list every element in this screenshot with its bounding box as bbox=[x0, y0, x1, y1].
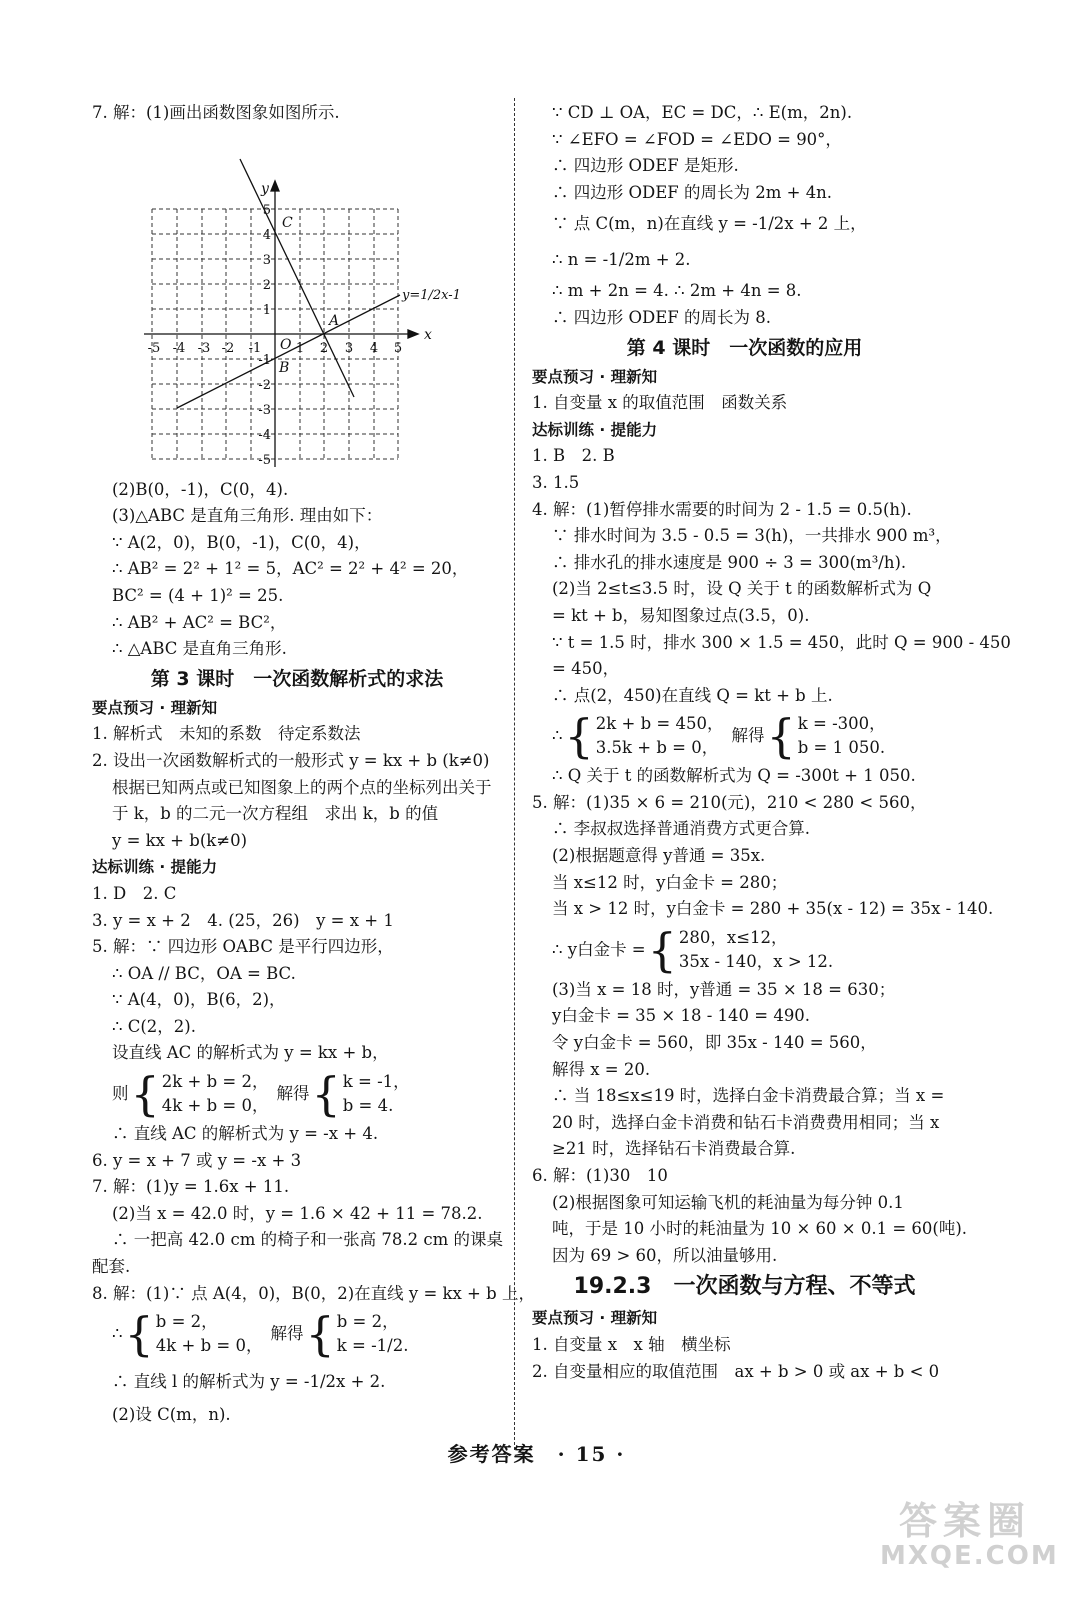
section-heading: 达标训练 · 提能力 bbox=[92, 858, 218, 877]
system-prefix: ∴ bbox=[112, 1324, 123, 1344]
y-axis-label: y bbox=[261, 180, 269, 197]
text-line: 2. 设出一次函数解析式的一般形式 y = kx + b (k≠0) bbox=[92, 750, 490, 770]
text-line: ∴ 当 18≤x≤19 时，选择白金卡消费最合算；当 x = bbox=[552, 1086, 945, 1106]
text-line: 3. 1.5 bbox=[532, 472, 580, 492]
solve-label: 解得 bbox=[276, 1084, 310, 1104]
function-graph bbox=[92, 127, 502, 477]
system-solution bbox=[798, 712, 886, 760]
point-c-label: C bbox=[282, 214, 293, 231]
watermark-url: MXQE.COM bbox=[880, 1541, 1059, 1571]
text-line: (2)当 x = 42.0 时，y = 1.6 × 42 + 11 = 78.2. bbox=[112, 1203, 483, 1223]
text-line: ∴ 点(2，450)在直线 Q = kt + b 上. bbox=[552, 685, 833, 705]
equation: 2k + b = 450， bbox=[595, 714, 724, 734]
text-line: ∴ 直线 AC 的解析式为 y = -x + 4. bbox=[112, 1124, 379, 1144]
text-line: 4. 解：(1)暂停排水需要的时间为 2 - 1.5 = 0.5(h). bbox=[532, 499, 912, 519]
text-line: 5. 解：(1)35 × 6 = 210(元)，210 < 280 < 560， bbox=[532, 792, 927, 812]
y-tick: -5 bbox=[258, 452, 271, 468]
left-brace: { bbox=[305, 1307, 335, 1362]
text-line: 1. D 2. C bbox=[92, 883, 177, 903]
text-line: 3. y = x + 2 4. (25，26) y = x + 1 bbox=[92, 910, 394, 930]
text-line: ∵ 点 C(m，n)在直线 y = -1/2x + 2 上， bbox=[552, 214, 867, 234]
text-line: (2)根据题意得 y普通 = 35x. bbox=[552, 846, 766, 866]
equation: b = 2， bbox=[336, 1312, 399, 1332]
solve-label: 解得 bbox=[270, 1324, 304, 1344]
text-line: (3)△ABC 是直角三角形. 理由如下： bbox=[112, 506, 383, 526]
left-brace: { bbox=[766, 709, 796, 764]
text-line: ∵ A(2，0)，B(0，-1)，C(0，4)， bbox=[112, 532, 371, 552]
text-line: 1. 解析式 未知的系数 待定系数法 bbox=[92, 724, 361, 744]
y-tick: 1 bbox=[262, 302, 271, 318]
equation-system bbox=[532, 709, 957, 763]
x-tick: 1 bbox=[295, 340, 305, 356]
text-line: ∴ m + 2n = 4. ∴ 2m + 4n = 8. bbox=[552, 281, 802, 301]
text-line: 5. 解：∵ 四边形 OABC 是平行四边形， bbox=[92, 937, 394, 957]
equation: k = -300， bbox=[797, 714, 886, 734]
equation: 280，x≤12， bbox=[678, 927, 788, 947]
system-equations bbox=[162, 1070, 269, 1118]
text-line: ∴ Q 关于 t 的函数解析式为 Q = -300t + 1 050. bbox=[552, 766, 916, 786]
left-brace: { bbox=[130, 1067, 160, 1122]
x-tick: -4 bbox=[172, 340, 186, 356]
watermark-logo bbox=[880, 1490, 1059, 1571]
text-line: ∵ ∠EFO = ∠FOD = ∠EDO = 90°， bbox=[552, 129, 842, 149]
page-footer: 参考答案 · 15 · bbox=[447, 1442, 626, 1466]
text-line: 6. 解：(1)30 10 bbox=[532, 1166, 668, 1185]
text-line: ∴ 四边形 ODEF 是矩形. bbox=[552, 156, 739, 176]
piecewise-cases bbox=[679, 926, 833, 974]
text-line: = kt + b，易知图象过点(3.5，0). bbox=[552, 605, 810, 625]
text-line: 设直线 AC 的解析式为 y = kx + b， bbox=[112, 1043, 389, 1063]
text-line: 20 时，选择白金卡消费和钻石卡消费费用相同；当 x bbox=[552, 1112, 940, 1132]
equation: 4k + b = 0， bbox=[161, 1096, 269, 1116]
x-tick: 2 bbox=[319, 340, 329, 356]
equation-system bbox=[92, 1307, 502, 1361]
text-line: ∴ 四边形 ODEF 的周长为 2m + 4n. bbox=[552, 182, 833, 202]
text-line: 6. y = x + 7 或 y = -x + 3 bbox=[92, 1150, 302, 1170]
text-line: BC² = (4 + 1)² = 25. bbox=[112, 585, 284, 605]
system-equations bbox=[596, 712, 724, 760]
text-line: ∴ △ABC 是直角三角形. bbox=[112, 639, 287, 659]
text-line: 根据已知两点或已知图象上的两个点的坐标列出关于 bbox=[112, 777, 492, 797]
y-tick: 4 bbox=[262, 227, 271, 243]
x-tick: -1 bbox=[248, 340, 262, 356]
text-line: 7. 解：(1)y = 1.6x + 11. bbox=[92, 1177, 290, 1197]
text-line: 1. 自变量 x 的取值范围 函数关系 bbox=[532, 393, 788, 413]
equation: 2k + b = 2， bbox=[161, 1072, 269, 1092]
text-line: ∵ t = 1.5 时，排水 300 × 1.5 = 450，此时 Q = 900 - 450 bbox=[552, 632, 1011, 652]
x-axis-arrow bbox=[408, 330, 418, 338]
x-tick: 4 bbox=[369, 340, 379, 356]
system-solution bbox=[343, 1070, 410, 1118]
left-column bbox=[92, 100, 535, 1428]
text-line: 1. 自变量 x x 轴 横坐标 bbox=[532, 1334, 731, 1354]
y-tick: 5 bbox=[262, 202, 271, 218]
equation-system bbox=[92, 1067, 502, 1121]
section-heading: 要点预习 · 理新知 bbox=[532, 1309, 658, 1328]
x-tick: -2 bbox=[221, 340, 235, 356]
axes bbox=[144, 181, 418, 467]
y-tick: 3 bbox=[262, 252, 271, 268]
left-brace: { bbox=[311, 1067, 341, 1122]
left-brace: { bbox=[647, 922, 677, 977]
watermark-text: 答案圈 bbox=[898, 1499, 1031, 1543]
text-line: ∵ CD ⊥ OA，EC = DC，∴ E(m，2n). bbox=[552, 103, 853, 122]
y-tick: -4 bbox=[258, 427, 271, 443]
solve-label: 解得 bbox=[731, 726, 765, 746]
text-line: ≥21 时，选择钻石卡消费最合算. bbox=[552, 1139, 796, 1159]
text-line: 当 x≤12 时，y白金卡 = 280； bbox=[552, 872, 788, 892]
equation: b = 2， bbox=[155, 1312, 218, 1332]
text-line: y白金卡 = 35 × 18 - 140 = 490. bbox=[552, 1006, 811, 1026]
text-line: (2)B(0，-1)，C(0，4). bbox=[112, 479, 289, 499]
text-line: 吨，于是 10 小时的耗油量为 10 × 60 × 0.1 = 60(吨). bbox=[552, 1219, 968, 1239]
text-line: ∴ OA // BC，OA = BC. bbox=[112, 963, 296, 983]
piecewise-function bbox=[532, 923, 957, 977]
system-prefix: 则 bbox=[112, 1084, 129, 1104]
text-line: 2. 自变量相应的取值范围 ax + b > 0 或 ax + b < 0 bbox=[532, 1361, 940, 1381]
text-line: 8. 解：(1)∵ 点 A(4，0)，B(0，2)在直线 y = kx + b 上， bbox=[92, 1283, 535, 1303]
text-line: (2)当 2≤t≤3.5 时，设 Q 关于 t 的函数解析式为 Q bbox=[552, 579, 932, 599]
text-line: (3)当 x = 18 时，y普通 = 35 × 18 = 630； bbox=[552, 979, 896, 999]
text-line: ∴ AB² + AC² = BC²， bbox=[112, 612, 287, 632]
equation: 35x - 140，x > 12. bbox=[678, 951, 834, 971]
system-prefix: ∴ y白金卡 = bbox=[552, 939, 646, 959]
text-line: ∴ 李叔叔选择普通消费方式更合算. bbox=[552, 819, 810, 839]
text-line: (2)设 C(m，n). bbox=[112, 1404, 231, 1424]
text-line: ∵ 排水时间为 3.5 - 0.5 = 3(h)，一共排水 900 m³， bbox=[552, 526, 952, 546]
y-tick: -3 bbox=[258, 402, 271, 418]
equation: k = -1， bbox=[342, 1072, 410, 1092]
point-a-label: A bbox=[329, 312, 340, 329]
equation: b = 1 050. bbox=[797, 738, 886, 758]
x-tick: 5 bbox=[393, 340, 403, 356]
origin-label: O bbox=[280, 336, 292, 353]
x-tick: -5 bbox=[147, 340, 161, 356]
text-line: = 450， bbox=[552, 659, 620, 679]
section-heading: 要点预习 · 理新知 bbox=[532, 367, 658, 386]
text-line: y = kx + b(k≠0) bbox=[112, 830, 248, 850]
text-line: 解得 x = 20. bbox=[552, 1059, 651, 1079]
line-label: y=1/2x-1 bbox=[402, 287, 461, 303]
column-divider bbox=[514, 98, 515, 1450]
text-line: ∴ C(2，2). bbox=[112, 1016, 196, 1036]
y-tick: -1 bbox=[258, 352, 271, 368]
y-tick: -2 bbox=[258, 377, 271, 393]
lesson-3-heading: 第 3 课时 一次函数解析式的求法 bbox=[150, 667, 444, 690]
text-line: 配套. bbox=[92, 1257, 131, 1277]
text-line: ∴ 一把高 42.0 cm 的椅子和一张高 78.2 cm 的课桌 bbox=[112, 1230, 503, 1250]
text-line: 于 k，b 的二元一次方程组 求出 k，b 的值 bbox=[112, 804, 439, 824]
system-equations bbox=[156, 1310, 263, 1358]
text-line: 因为 69 > 60，所以油量够用. bbox=[552, 1245, 778, 1265]
system-solution bbox=[337, 1310, 409, 1358]
left-brace: { bbox=[124, 1307, 154, 1362]
equation: 4k + b = 0， bbox=[155, 1336, 263, 1356]
section-heading: 要点预习 · 理新知 bbox=[92, 698, 218, 717]
text-line: 当 x > 12 时，y白金卡 = 280 + 35(x - 12) = 35x - 140. bbox=[552, 899, 994, 919]
text-line: ∴ AB² = 2² + 1² = 5，AC² = 2² + 4² = 20， bbox=[112, 559, 469, 579]
left-brace: { bbox=[564, 709, 594, 764]
x-tick: 3 bbox=[344, 340, 354, 356]
equation: b = 4. bbox=[342, 1096, 394, 1116]
text-line: 1. B 2. B bbox=[532, 446, 615, 466]
line-bc bbox=[240, 159, 354, 397]
q7-intro: 7. 解：(1)画出函数图象如图所示. bbox=[92, 103, 340, 122]
text-line: ∴ n = -1/2m + 2. bbox=[552, 250, 691, 270]
text-line: 令 y白金卡 = 560，即 35x - 140 = 560， bbox=[552, 1033, 877, 1053]
system-prefix: ∴ bbox=[552, 726, 563, 746]
text-line: ∵ A(4，0)，B(6，2)， bbox=[112, 990, 286, 1010]
x-axis-label: x bbox=[424, 326, 432, 343]
text-line: (2)根据图象可知运输飞机的耗油量为每分钟 0.1 bbox=[552, 1192, 904, 1212]
equation: 3.5k + b = 0， bbox=[595, 738, 719, 758]
y-tick: 2 bbox=[262, 277, 271, 293]
text-line: ∴ 排水孔的排水速度是 900 ÷ 3 = 300(m³/h). bbox=[552, 552, 907, 572]
text-line: ∴ 直线 l 的解析式为 y = -1/2x + 2. bbox=[112, 1372, 386, 1392]
graph-svg bbox=[92, 127, 502, 477]
section-heading: 达标训练 · 提能力 bbox=[532, 420, 658, 439]
section-19-2-3-heading: 19.2.3 一次函数与方程、不等式 bbox=[573, 1274, 916, 1300]
text-line: ∴ 四边形 ODEF 的周长为 8. bbox=[552, 307, 771, 327]
x-tick: -3 bbox=[197, 340, 211, 356]
lesson-4-heading: 第 4 课时 一次函数的应用 bbox=[626, 336, 863, 359]
point-b-label: B bbox=[279, 359, 290, 376]
y-axis-arrow bbox=[271, 181, 279, 191]
equation: k = -1/2. bbox=[336, 1336, 409, 1356]
right-column bbox=[532, 100, 1011, 1385]
